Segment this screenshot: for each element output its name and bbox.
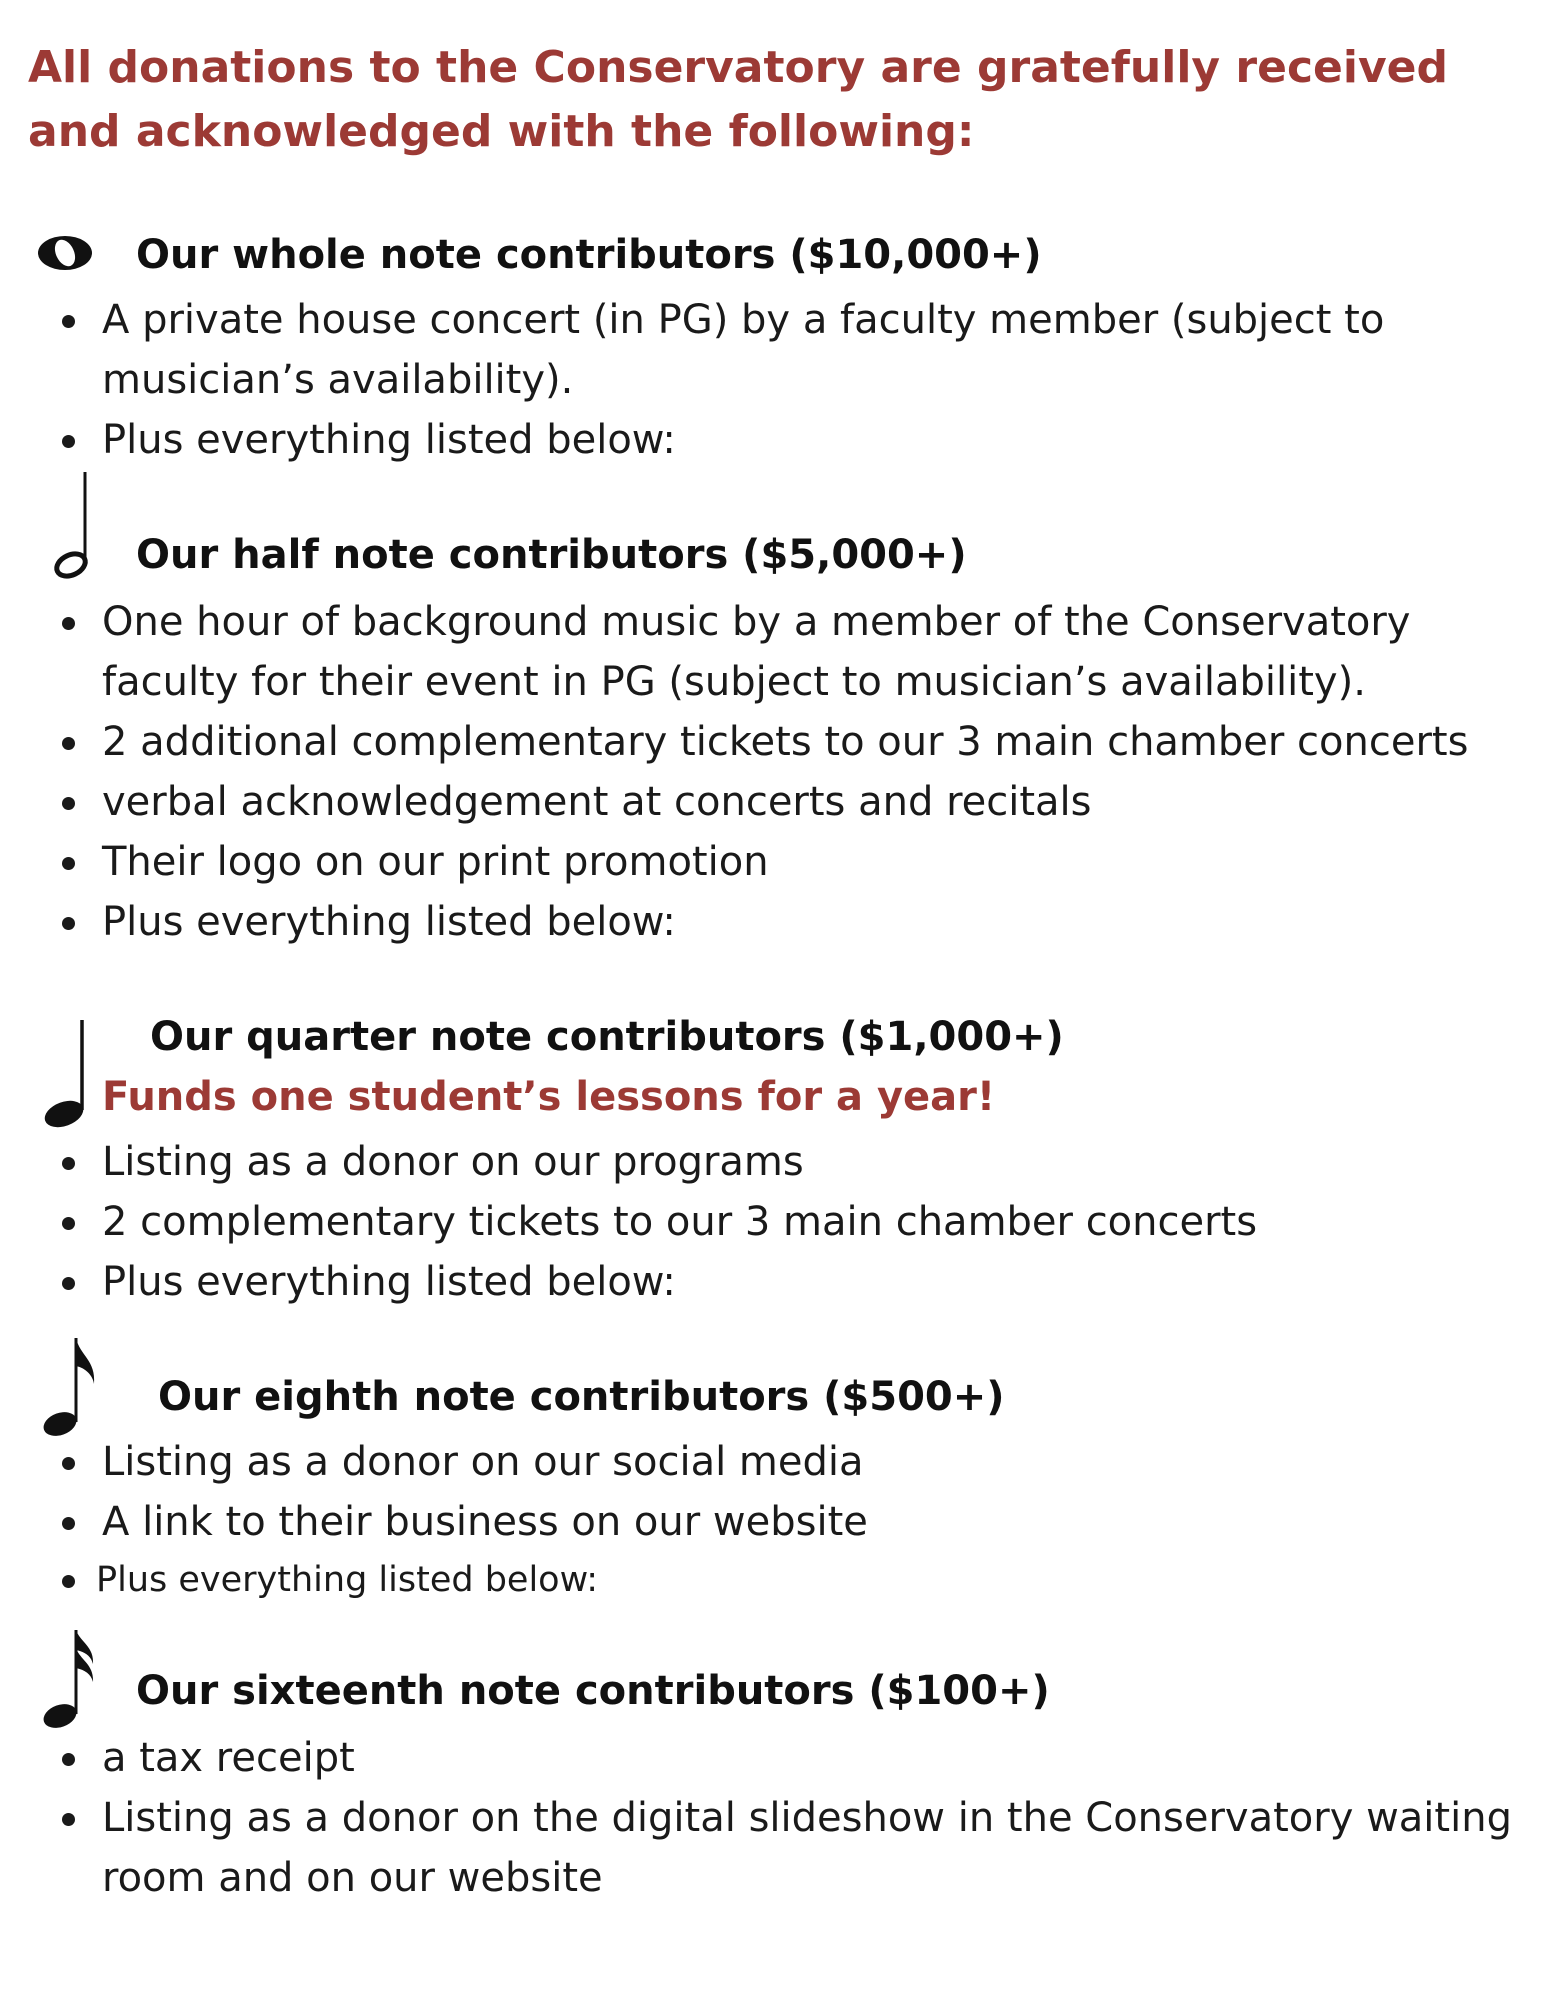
list-item: A private house concert (in PG) by a faculty member (subject to musician’s availability). — [56, 290, 1516, 410]
tier-heading: Our eighth note contributors ($500+) — [158, 1374, 1005, 1420]
benefit-list — [56, 1728, 1516, 1908]
half-note-icon — [52, 470, 96, 580]
tier-heading: Our half note contributors ($5,000+) — [136, 532, 967, 578]
list-item: Listing as a donor on our programs — [56, 1132, 1516, 1192]
whole-note-icon — [36, 234, 94, 272]
list-item: One hour of background music by a member of the Conservatory faculty for their event in PG (subject to musician’s availability). — [56, 592, 1516, 712]
tier-heading: Our sixteenth note contributors ($100+) — [136, 1668, 1050, 1714]
benefit-list — [56, 290, 1516, 470]
list-item: 2 complementary tickets to our 3 main chamber concerts — [56, 1192, 1516, 1252]
tier-heading: Our whole note contributors ($10,000+) — [136, 232, 1042, 278]
list-item: a tax receipt — [56, 1728, 1516, 1788]
list-item: 2 additional complementary tickets to our 3 main chamber concerts — [56, 712, 1516, 772]
list-item: Plus everything listed below: — [56, 1552, 1516, 1608]
list-item: Plus everything listed below: — [56, 892, 1516, 952]
tier-heading: Our quarter note contributors ($1,000+) — [150, 1014, 1064, 1060]
sixteenth-note-icon — [40, 1628, 100, 1730]
benefit-list — [56, 592, 1516, 952]
list-item: Plus everything listed below: — [56, 410, 1516, 470]
eighth-note-icon — [40, 1336, 100, 1438]
list-item: Plus everything listed below: — [56, 1252, 1516, 1312]
list-item: verbal acknowledgement at concerts and recitals — [56, 772, 1516, 832]
tier-highlight: Funds one student’s lessons for a year! — [102, 1074, 996, 1120]
intro-text: All donations to the Conservatory are gratefully received and acknowledged with the following: — [28, 42, 1448, 157]
quarter-note-icon — [40, 1018, 90, 1128]
list-item: Listing as a donor on the digital slideshow in the Conservatory waiting room and on our website — [56, 1788, 1516, 1908]
list-item: Their logo on our print promotion — [56, 832, 1516, 892]
list-item: Listing as a donor on our social media — [56, 1432, 1516, 1492]
list-item: A link to their business on our website — [56, 1492, 1516, 1552]
benefit-list — [56, 1132, 1516, 1312]
benefit-list — [56, 1432, 1516, 1608]
